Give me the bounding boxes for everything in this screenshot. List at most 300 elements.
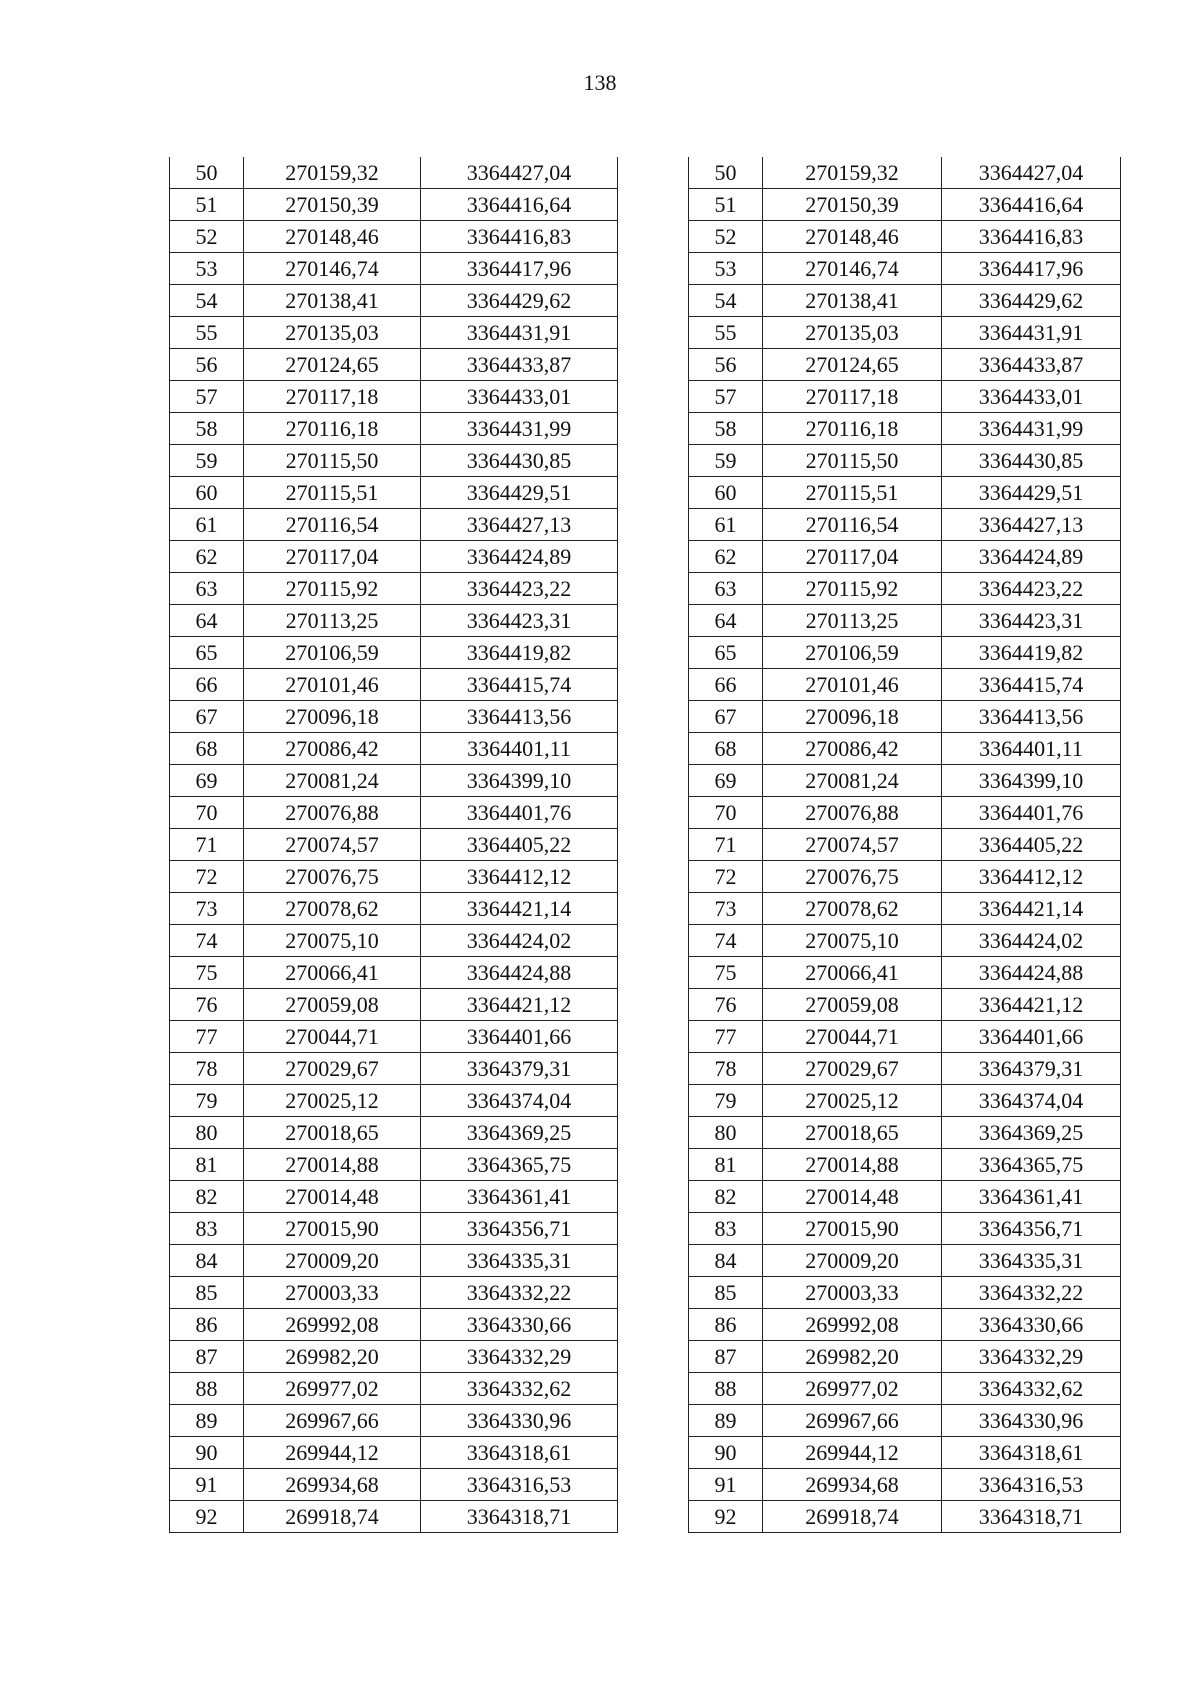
table-row (170, 893, 618, 925)
x-coordinate-cell: 270044,71 (763, 1021, 942, 1053)
y-coordinate-cell: 3364431,91 (421, 317, 618, 349)
y-coordinate-cell: 3364335,31 (942, 1245, 1121, 1277)
x-coordinate-cell: 270009,20 (244, 1245, 421, 1277)
x-coordinate-cell: 270078,62 (244, 893, 421, 925)
y-coordinate-cell: 3364330,96 (421, 1405, 618, 1437)
point-number-cell: 79 (689, 1085, 763, 1117)
x-coordinate-cell: 270113,25 (244, 605, 421, 637)
y-coordinate-cell: 3364318,61 (942, 1437, 1121, 1469)
y-coordinate-cell: 3364417,96 (421, 253, 618, 285)
y-coordinate-cell: 3364416,64 (421, 189, 618, 221)
y-coordinate-cell: 3364405,22 (421, 829, 618, 861)
x-coordinate-cell: 270003,33 (244, 1277, 421, 1309)
y-coordinate-cell: 3364423,31 (421, 605, 618, 637)
x-coordinate-cell: 270018,65 (763, 1117, 942, 1149)
y-coordinate-cell: 3364332,29 (942, 1341, 1121, 1373)
x-coordinate-cell: 269982,20 (244, 1341, 421, 1373)
y-coordinate-cell: 3364431,99 (942, 413, 1121, 445)
table-row (689, 765, 1121, 797)
x-coordinate-cell: 270124,65 (763, 349, 942, 381)
table-row (170, 1053, 618, 1085)
table-row (689, 1149, 1121, 1181)
table-row (170, 1213, 618, 1245)
point-number-cell: 75 (689, 957, 763, 989)
point-number-cell: 76 (170, 989, 244, 1021)
x-coordinate-cell: 270148,46 (763, 221, 942, 253)
x-coordinate-cell: 270075,10 (244, 925, 421, 957)
point-number-cell: 62 (170, 541, 244, 573)
point-number-cell: 74 (689, 925, 763, 957)
point-number-cell: 76 (689, 989, 763, 1021)
point-number-cell: 52 (689, 221, 763, 253)
table-row (689, 605, 1121, 637)
y-coordinate-cell: 3364424,02 (421, 925, 618, 957)
point-number-cell: 87 (689, 1341, 763, 1373)
page-number: 138 (583, 70, 617, 95)
table-row (170, 957, 618, 989)
y-coordinate-cell: 3364421,12 (942, 989, 1121, 1021)
coordinates-table-body (170, 157, 618, 1533)
point-number-cell: 88 (170, 1373, 244, 1405)
table-row (170, 1149, 618, 1181)
point-number-cell: 53 (689, 253, 763, 285)
x-coordinate-cell: 270116,18 (244, 413, 421, 445)
point-number-cell: 68 (689, 733, 763, 765)
table-row (689, 1213, 1121, 1245)
x-coordinate-cell: 270115,92 (763, 573, 942, 605)
point-number-cell: 89 (689, 1405, 763, 1437)
x-coordinate-cell: 269967,66 (244, 1405, 421, 1437)
x-coordinate-cell: 270117,18 (244, 381, 421, 413)
y-coordinate-cell: 3364369,25 (942, 1117, 1121, 1149)
table-row (170, 1117, 618, 1149)
y-coordinate-cell: 3364419,82 (421, 637, 618, 669)
x-coordinate-cell: 270086,42 (244, 733, 421, 765)
point-number-cell: 86 (170, 1309, 244, 1341)
y-coordinate-cell: 3364433,01 (421, 381, 618, 413)
point-number-cell: 91 (689, 1469, 763, 1501)
x-coordinate-cell: 269934,68 (244, 1469, 421, 1501)
y-coordinate-cell: 3364412,12 (421, 861, 618, 893)
table-row (689, 573, 1121, 605)
table-row (689, 349, 1121, 381)
y-coordinate-cell: 3364431,91 (942, 317, 1121, 349)
table-row (689, 1341, 1121, 1373)
point-number-cell: 72 (170, 861, 244, 893)
y-coordinate-cell: 3364424,88 (942, 957, 1121, 989)
x-coordinate-cell: 270159,32 (763, 157, 942, 189)
table-row (689, 861, 1121, 893)
table-row (689, 1437, 1121, 1469)
x-coordinate-cell: 270113,25 (763, 605, 942, 637)
table-row (170, 861, 618, 893)
x-coordinate-cell: 270117,04 (763, 541, 942, 573)
y-coordinate-cell: 3364429,51 (942, 477, 1121, 509)
y-coordinate-cell: 3364399,10 (942, 765, 1121, 797)
y-coordinate-cell: 3364415,74 (421, 669, 618, 701)
point-number-cell: 92 (689, 1501, 763, 1533)
x-coordinate-cell: 269992,08 (763, 1309, 942, 1341)
x-coordinate-cell: 270106,59 (763, 637, 942, 669)
x-coordinate-cell: 270150,39 (763, 189, 942, 221)
table-row (689, 733, 1121, 765)
x-coordinate-cell: 270014,48 (244, 1181, 421, 1213)
point-number-cell: 51 (689, 189, 763, 221)
table-row (170, 157, 618, 189)
x-coordinate-cell: 270101,46 (763, 669, 942, 701)
x-coordinate-cell: 270096,18 (763, 701, 942, 733)
y-coordinate-cell: 3364374,04 (942, 1085, 1121, 1117)
point-number-cell: 66 (170, 669, 244, 701)
point-number-cell: 64 (170, 605, 244, 637)
point-number-cell: 73 (170, 893, 244, 925)
table-row (170, 413, 618, 445)
x-coordinate-cell: 270078,62 (763, 893, 942, 925)
y-coordinate-cell: 3364412,12 (942, 861, 1121, 893)
y-coordinate-cell: 3364332,22 (421, 1277, 618, 1309)
x-coordinate-cell: 270115,50 (763, 445, 942, 477)
point-number-cell: 78 (170, 1053, 244, 1085)
y-coordinate-cell: 3364423,22 (942, 573, 1121, 605)
table-row (689, 1373, 1121, 1405)
x-coordinate-cell: 270003,33 (763, 1277, 942, 1309)
x-coordinate-cell: 269967,66 (763, 1405, 942, 1437)
table-row (170, 1501, 618, 1533)
table-row (170, 573, 618, 605)
y-coordinate-cell: 3364433,01 (942, 381, 1121, 413)
y-coordinate-cell: 3364429,62 (942, 285, 1121, 317)
y-coordinate-cell: 3364416,83 (421, 221, 618, 253)
x-coordinate-cell: 269944,12 (763, 1437, 942, 1469)
x-coordinate-cell: 270146,74 (244, 253, 421, 285)
point-number-cell: 52 (170, 221, 244, 253)
table-row (689, 221, 1121, 253)
table-row (689, 509, 1121, 541)
point-number-cell: 66 (689, 669, 763, 701)
point-number-cell: 67 (689, 701, 763, 733)
y-coordinate-cell: 3364433,87 (421, 349, 618, 381)
x-coordinate-cell: 270076,75 (244, 861, 421, 893)
point-number-cell: 50 (170, 157, 244, 189)
x-coordinate-cell: 270116,54 (244, 509, 421, 541)
x-coordinate-cell: 270115,92 (244, 573, 421, 605)
y-coordinate-cell: 3364316,53 (942, 1469, 1121, 1501)
table-row (689, 1405, 1121, 1437)
point-number-cell: 91 (170, 1469, 244, 1501)
y-coordinate-cell: 3364427,04 (942, 157, 1121, 189)
point-number-cell: 61 (170, 509, 244, 541)
y-coordinate-cell: 3364421,14 (421, 893, 618, 925)
point-number-cell: 72 (689, 861, 763, 893)
point-number-cell: 57 (170, 381, 244, 413)
y-coordinate-cell: 3364401,76 (421, 797, 618, 829)
x-coordinate-cell: 270075,10 (763, 925, 942, 957)
x-coordinate-cell: 269944,12 (244, 1437, 421, 1469)
y-coordinate-cell: 3364429,62 (421, 285, 618, 317)
x-coordinate-cell: 270076,75 (763, 861, 942, 893)
point-number-cell: 68 (170, 733, 244, 765)
y-coordinate-cell: 3364421,12 (421, 989, 618, 1021)
point-number-cell: 59 (689, 445, 763, 477)
x-coordinate-cell: 270115,51 (244, 477, 421, 509)
table-row (170, 701, 618, 733)
y-coordinate-cell: 3364399,10 (421, 765, 618, 797)
x-coordinate-cell: 270025,12 (244, 1085, 421, 1117)
point-number-cell: 77 (170, 1021, 244, 1053)
y-coordinate-cell: 3364401,11 (942, 733, 1121, 765)
table-row (170, 1373, 618, 1405)
table-row (170, 605, 618, 637)
x-coordinate-cell: 269982,20 (763, 1341, 942, 1373)
x-coordinate-cell: 270138,41 (244, 285, 421, 317)
table-row (689, 1501, 1121, 1533)
table-row (170, 1245, 618, 1277)
table-row (170, 1437, 618, 1469)
point-number-cell: 71 (170, 829, 244, 861)
y-coordinate-cell: 3364335,31 (421, 1245, 618, 1277)
table-row (689, 189, 1121, 221)
y-coordinate-cell: 3364423,22 (421, 573, 618, 605)
table-row (170, 1277, 618, 1309)
point-number-cell: 82 (689, 1181, 763, 1213)
x-coordinate-cell: 270076,88 (244, 797, 421, 829)
x-coordinate-cell: 270015,90 (763, 1213, 942, 1245)
y-coordinate-cell: 3364318,71 (421, 1501, 618, 1533)
table-row (689, 637, 1121, 669)
y-coordinate-cell: 3364431,99 (421, 413, 618, 445)
point-number-cell: 55 (689, 317, 763, 349)
table-row (170, 221, 618, 253)
x-coordinate-cell: 270044,71 (244, 1021, 421, 1053)
y-coordinate-cell: 3364423,31 (942, 605, 1121, 637)
table-row (689, 285, 1121, 317)
point-number-cell: 78 (689, 1053, 763, 1085)
point-number-cell: 56 (689, 349, 763, 381)
table-row (689, 669, 1121, 701)
table-row (689, 1245, 1121, 1277)
x-coordinate-cell: 270014,48 (763, 1181, 942, 1213)
table-row (689, 1085, 1121, 1117)
x-coordinate-cell: 270086,42 (763, 733, 942, 765)
x-coordinate-cell: 270059,08 (244, 989, 421, 1021)
point-number-cell: 54 (170, 285, 244, 317)
x-coordinate-cell: 270029,67 (244, 1053, 421, 1085)
table-row (170, 189, 618, 221)
table-row (689, 989, 1121, 1021)
y-coordinate-cell: 3364356,71 (942, 1213, 1121, 1245)
table-row (170, 1085, 618, 1117)
table-row (170, 477, 618, 509)
y-coordinate-cell: 3364316,53 (421, 1469, 618, 1501)
table-row (689, 957, 1121, 989)
point-number-cell: 75 (170, 957, 244, 989)
point-number-cell: 61 (689, 509, 763, 541)
coordinates-table-body (689, 157, 1121, 1533)
point-number-cell: 65 (170, 637, 244, 669)
y-coordinate-cell: 3364318,61 (421, 1437, 618, 1469)
y-coordinate-cell: 3364413,56 (942, 701, 1121, 733)
table-row (689, 701, 1121, 733)
x-coordinate-cell: 270018,65 (244, 1117, 421, 1149)
point-number-cell: 85 (170, 1277, 244, 1309)
x-coordinate-cell: 270146,74 (763, 253, 942, 285)
point-number-cell: 51 (170, 189, 244, 221)
x-coordinate-cell: 270029,67 (763, 1053, 942, 1085)
y-coordinate-cell: 3364427,13 (942, 509, 1121, 541)
y-coordinate-cell: 3364401,76 (942, 797, 1121, 829)
point-number-cell: 56 (170, 349, 244, 381)
point-number-cell: 69 (170, 765, 244, 797)
y-coordinate-cell: 3364330,96 (942, 1405, 1121, 1437)
point-number-cell: 55 (170, 317, 244, 349)
x-coordinate-cell: 270015,90 (244, 1213, 421, 1245)
point-number-cell: 88 (689, 1373, 763, 1405)
table-row (170, 1309, 618, 1341)
x-coordinate-cell: 270124,65 (244, 349, 421, 381)
point-number-cell: 81 (689, 1149, 763, 1181)
y-coordinate-cell: 3364318,71 (942, 1501, 1121, 1533)
y-coordinate-cell: 3364433,87 (942, 349, 1121, 381)
point-number-cell: 71 (689, 829, 763, 861)
table-row (689, 1309, 1121, 1341)
y-coordinate-cell: 3364421,14 (942, 893, 1121, 925)
y-coordinate-cell: 3364427,04 (421, 157, 618, 189)
y-coordinate-cell: 3364429,51 (421, 477, 618, 509)
y-coordinate-cell: 3364369,25 (421, 1117, 618, 1149)
table-row (170, 1021, 618, 1053)
table-row (689, 1053, 1121, 1085)
point-number-cell: 90 (170, 1437, 244, 1469)
table-row (689, 157, 1121, 189)
y-coordinate-cell: 3364379,31 (942, 1053, 1121, 1085)
x-coordinate-cell: 270138,41 (763, 285, 942, 317)
point-number-cell: 85 (689, 1277, 763, 1309)
table-row (170, 733, 618, 765)
table-row (170, 797, 618, 829)
point-number-cell: 84 (170, 1245, 244, 1277)
table-row (170, 765, 618, 797)
y-coordinate-cell: 3364332,29 (421, 1341, 618, 1373)
point-number-cell: 64 (689, 605, 763, 637)
table-row (689, 1469, 1121, 1501)
point-number-cell: 63 (689, 573, 763, 605)
table-row (170, 445, 618, 477)
table-row (170, 1181, 618, 1213)
table-row (170, 253, 618, 285)
point-number-cell: 65 (689, 637, 763, 669)
point-number-cell: 90 (689, 1437, 763, 1469)
table-row (170, 989, 618, 1021)
y-coordinate-cell: 3364330,66 (421, 1309, 618, 1341)
table-row (170, 1341, 618, 1373)
y-coordinate-cell: 3364413,56 (421, 701, 618, 733)
table-row (689, 477, 1121, 509)
y-coordinate-cell: 3364401,66 (942, 1021, 1121, 1053)
coordinates-table-left (169, 157, 618, 1533)
point-number-cell: 70 (170, 797, 244, 829)
x-coordinate-cell: 269977,02 (763, 1373, 942, 1405)
table-row (170, 669, 618, 701)
x-coordinate-cell: 270076,88 (763, 797, 942, 829)
point-number-cell: 92 (170, 1501, 244, 1533)
table-row (689, 1117, 1121, 1149)
point-number-cell: 80 (689, 1117, 763, 1149)
table-row (689, 829, 1121, 861)
x-coordinate-cell: 270074,57 (763, 829, 942, 861)
table-row (170, 637, 618, 669)
y-coordinate-cell: 3364361,41 (942, 1181, 1121, 1213)
x-coordinate-cell: 270009,20 (763, 1245, 942, 1277)
y-coordinate-cell: 3364424,88 (421, 957, 618, 989)
x-coordinate-cell: 270150,39 (244, 189, 421, 221)
table-row (689, 1021, 1121, 1053)
point-number-cell: 60 (689, 477, 763, 509)
x-coordinate-cell: 270025,12 (763, 1085, 942, 1117)
point-number-cell: 57 (689, 381, 763, 413)
x-coordinate-cell: 269934,68 (763, 1469, 942, 1501)
coordinates-table-right (688, 157, 1121, 1533)
table-row (170, 349, 618, 381)
y-coordinate-cell: 3364374,04 (421, 1085, 618, 1117)
point-number-cell: 82 (170, 1181, 244, 1213)
point-number-cell: 60 (170, 477, 244, 509)
table-row (689, 381, 1121, 413)
point-number-cell: 69 (689, 765, 763, 797)
x-coordinate-cell: 270117,04 (244, 541, 421, 573)
table-row (689, 1277, 1121, 1309)
y-coordinate-cell: 3364430,85 (942, 445, 1121, 477)
table-row (170, 1405, 618, 1437)
x-coordinate-cell: 270081,24 (244, 765, 421, 797)
point-number-cell: 54 (689, 285, 763, 317)
y-coordinate-cell: 3364356,71 (421, 1213, 618, 1245)
table-row (689, 925, 1121, 957)
x-coordinate-cell: 270059,08 (763, 989, 942, 1021)
point-number-cell: 74 (170, 925, 244, 957)
table-row (170, 541, 618, 573)
x-coordinate-cell: 270116,18 (763, 413, 942, 445)
point-number-cell: 87 (170, 1341, 244, 1373)
table-row (689, 541, 1121, 573)
table-row (170, 285, 618, 317)
y-coordinate-cell: 3364415,74 (942, 669, 1121, 701)
table-row (689, 413, 1121, 445)
y-coordinate-cell: 3364401,66 (421, 1021, 618, 1053)
x-coordinate-cell: 270115,50 (244, 445, 421, 477)
x-coordinate-cell: 270159,32 (244, 157, 421, 189)
y-coordinate-cell: 3364424,89 (421, 541, 618, 573)
y-coordinate-cell: 3364330,66 (942, 1309, 1121, 1341)
y-coordinate-cell: 3364332,62 (942, 1373, 1121, 1405)
point-number-cell: 58 (689, 413, 763, 445)
x-coordinate-cell: 270096,18 (244, 701, 421, 733)
point-number-cell: 89 (170, 1405, 244, 1437)
point-number-cell: 81 (170, 1149, 244, 1181)
y-coordinate-cell: 3364417,96 (942, 253, 1121, 285)
table-row (689, 1181, 1121, 1213)
table-row (170, 381, 618, 413)
table-row (689, 893, 1121, 925)
x-coordinate-cell: 270081,24 (763, 765, 942, 797)
x-coordinate-cell: 270066,41 (244, 957, 421, 989)
x-coordinate-cell: 270117,18 (763, 381, 942, 413)
point-number-cell: 58 (170, 413, 244, 445)
point-number-cell: 83 (689, 1213, 763, 1245)
y-coordinate-cell: 3364401,11 (421, 733, 618, 765)
table-row (170, 925, 618, 957)
point-number-cell: 67 (170, 701, 244, 733)
x-coordinate-cell: 270135,03 (763, 317, 942, 349)
